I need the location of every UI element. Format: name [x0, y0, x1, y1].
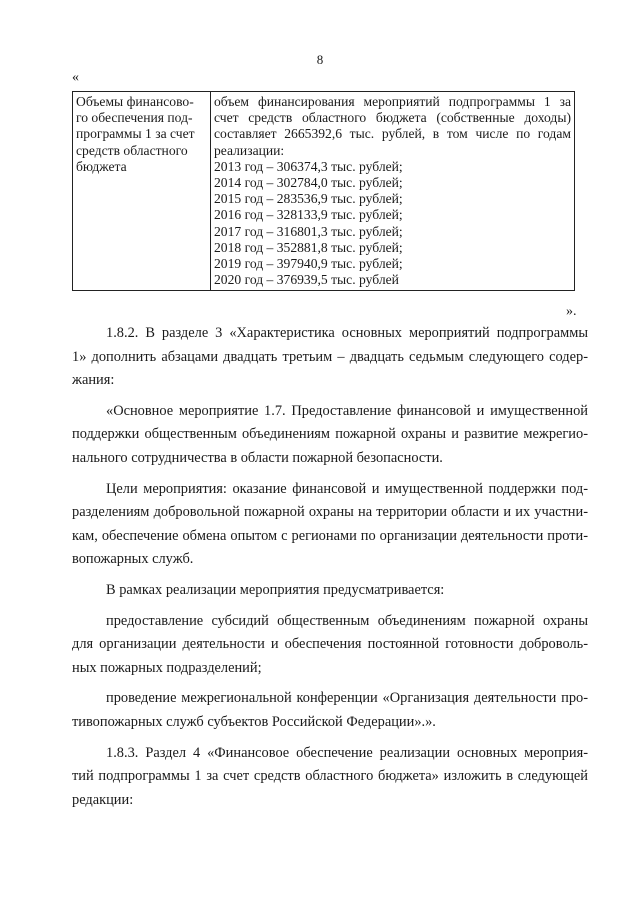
text-line: редакции:: [72, 791, 134, 808]
text-line: кам, обеспечение обмена опытом с регионами по организации деятельности проти-: [72, 527, 588, 544]
text-line: В рамках реализации мероприятия предусматривается:: [106, 581, 445, 598]
label-line: средств областного: [76, 142, 188, 158]
paragraph-conference: [72, 687, 588, 734]
text-line: проведение межрегиональной конференции «Организация деятельности про-: [106, 690, 588, 707]
text-line: 1.8.2. В разделе 3 «Характеристика основных мероприятий подпрограммы: [106, 325, 588, 341]
table-row: [73, 92, 575, 291]
paragraph-subsidies: [72, 610, 588, 681]
text-line: поддержки общественным объединениям пожарной охраны и развитие межрегио-: [72, 426, 588, 443]
value-line: счет средств областного бюджета (собственные доходы): [214, 110, 571, 126]
document-body: [72, 322, 588, 819]
text-line: Цели мероприятия: оказание финансовой и имущественной поддержки под-: [106, 480, 588, 497]
text-line: «Основное мероприятие 1.7. Предоставление финансовой и имущественной: [106, 402, 588, 419]
text-line: предоставление субсидий общественным объединениям пожарной охраны: [106, 612, 588, 629]
label-line: Объемы финансово-: [76, 94, 194, 109]
paragraph-1-8-2: [72, 322, 588, 393]
label-line: программы 1 за счет: [76, 126, 195, 142]
financing-table: [72, 91, 575, 291]
value-line: объем финансирования мероприятий подпрограммы 1 за: [214, 94, 571, 109]
paragraph-main-activity: [72, 400, 588, 471]
text-line: нального сотрудничества в области пожарной безопасности.: [72, 449, 443, 466]
text-line: 1» дополнить абзацами двадцать третьим – двадцать седьмым следующего содер-: [72, 348, 588, 365]
paragraph-1-8-3: [72, 742, 588, 813]
opening-quote: «: [72, 70, 79, 85]
text-line: для организации деятельности и обеспечения постоянной готовности доброволь-: [72, 636, 588, 653]
year-line: 2015 год – 283536,9 тыс. рублей;: [214, 191, 403, 207]
text-line: жания:: [72, 372, 115, 389]
year-line: 2013 год – 306374,3 тыс. рублей;: [214, 158, 403, 174]
year-line: 2019 год – 397940,9 тыс. рублей;: [214, 256, 403, 272]
paragraph-goals: [72, 478, 588, 572]
year-line: 2017 год – 316801,3 тыс. рублей;: [214, 223, 403, 239]
year-line: 2016 год – 328133,9 тыс. рублей;: [214, 207, 403, 223]
table-value-cell: [211, 92, 575, 291]
year-line: 2020 год – 376939,5 тыс. рублей: [214, 272, 399, 288]
text-line: ных пожарных подразделений;: [72, 659, 262, 676]
paragraph-framework: [72, 579, 588, 603]
text-line: тивопожарных служб субъектов Российской Федерации».».: [72, 713, 436, 730]
text-line: тий подпрограммы 1 за счет средств областного бюджета» изложить в следующей: [72, 768, 588, 785]
text-line: 1.8.3. Раздел 4 «Финансовое обеспечение реализации основных мероприя-: [106, 744, 588, 761]
year-line: 2018 год – 352881,8 тыс. рублей;: [214, 239, 403, 255]
page-number: 8: [316, 52, 324, 67]
closing-quote: ».: [566, 304, 577, 319]
value-line: составляет 2665392,6 тыс. рублей, в том числе по годам: [214, 126, 571, 142]
label-line: го обеспечения под-: [76, 110, 193, 126]
table-label-cell: [73, 92, 211, 291]
text-line: вопожарных служб.: [72, 551, 194, 568]
year-line: 2014 год – 302784,0 тыс. рублей;: [214, 175, 403, 191]
text-line: разделениям добровольной пожарной охраны на территории области и их участни-: [72, 504, 588, 521]
label-line: бюджета: [76, 158, 127, 174]
value-line: реализации:: [214, 142, 285, 158]
